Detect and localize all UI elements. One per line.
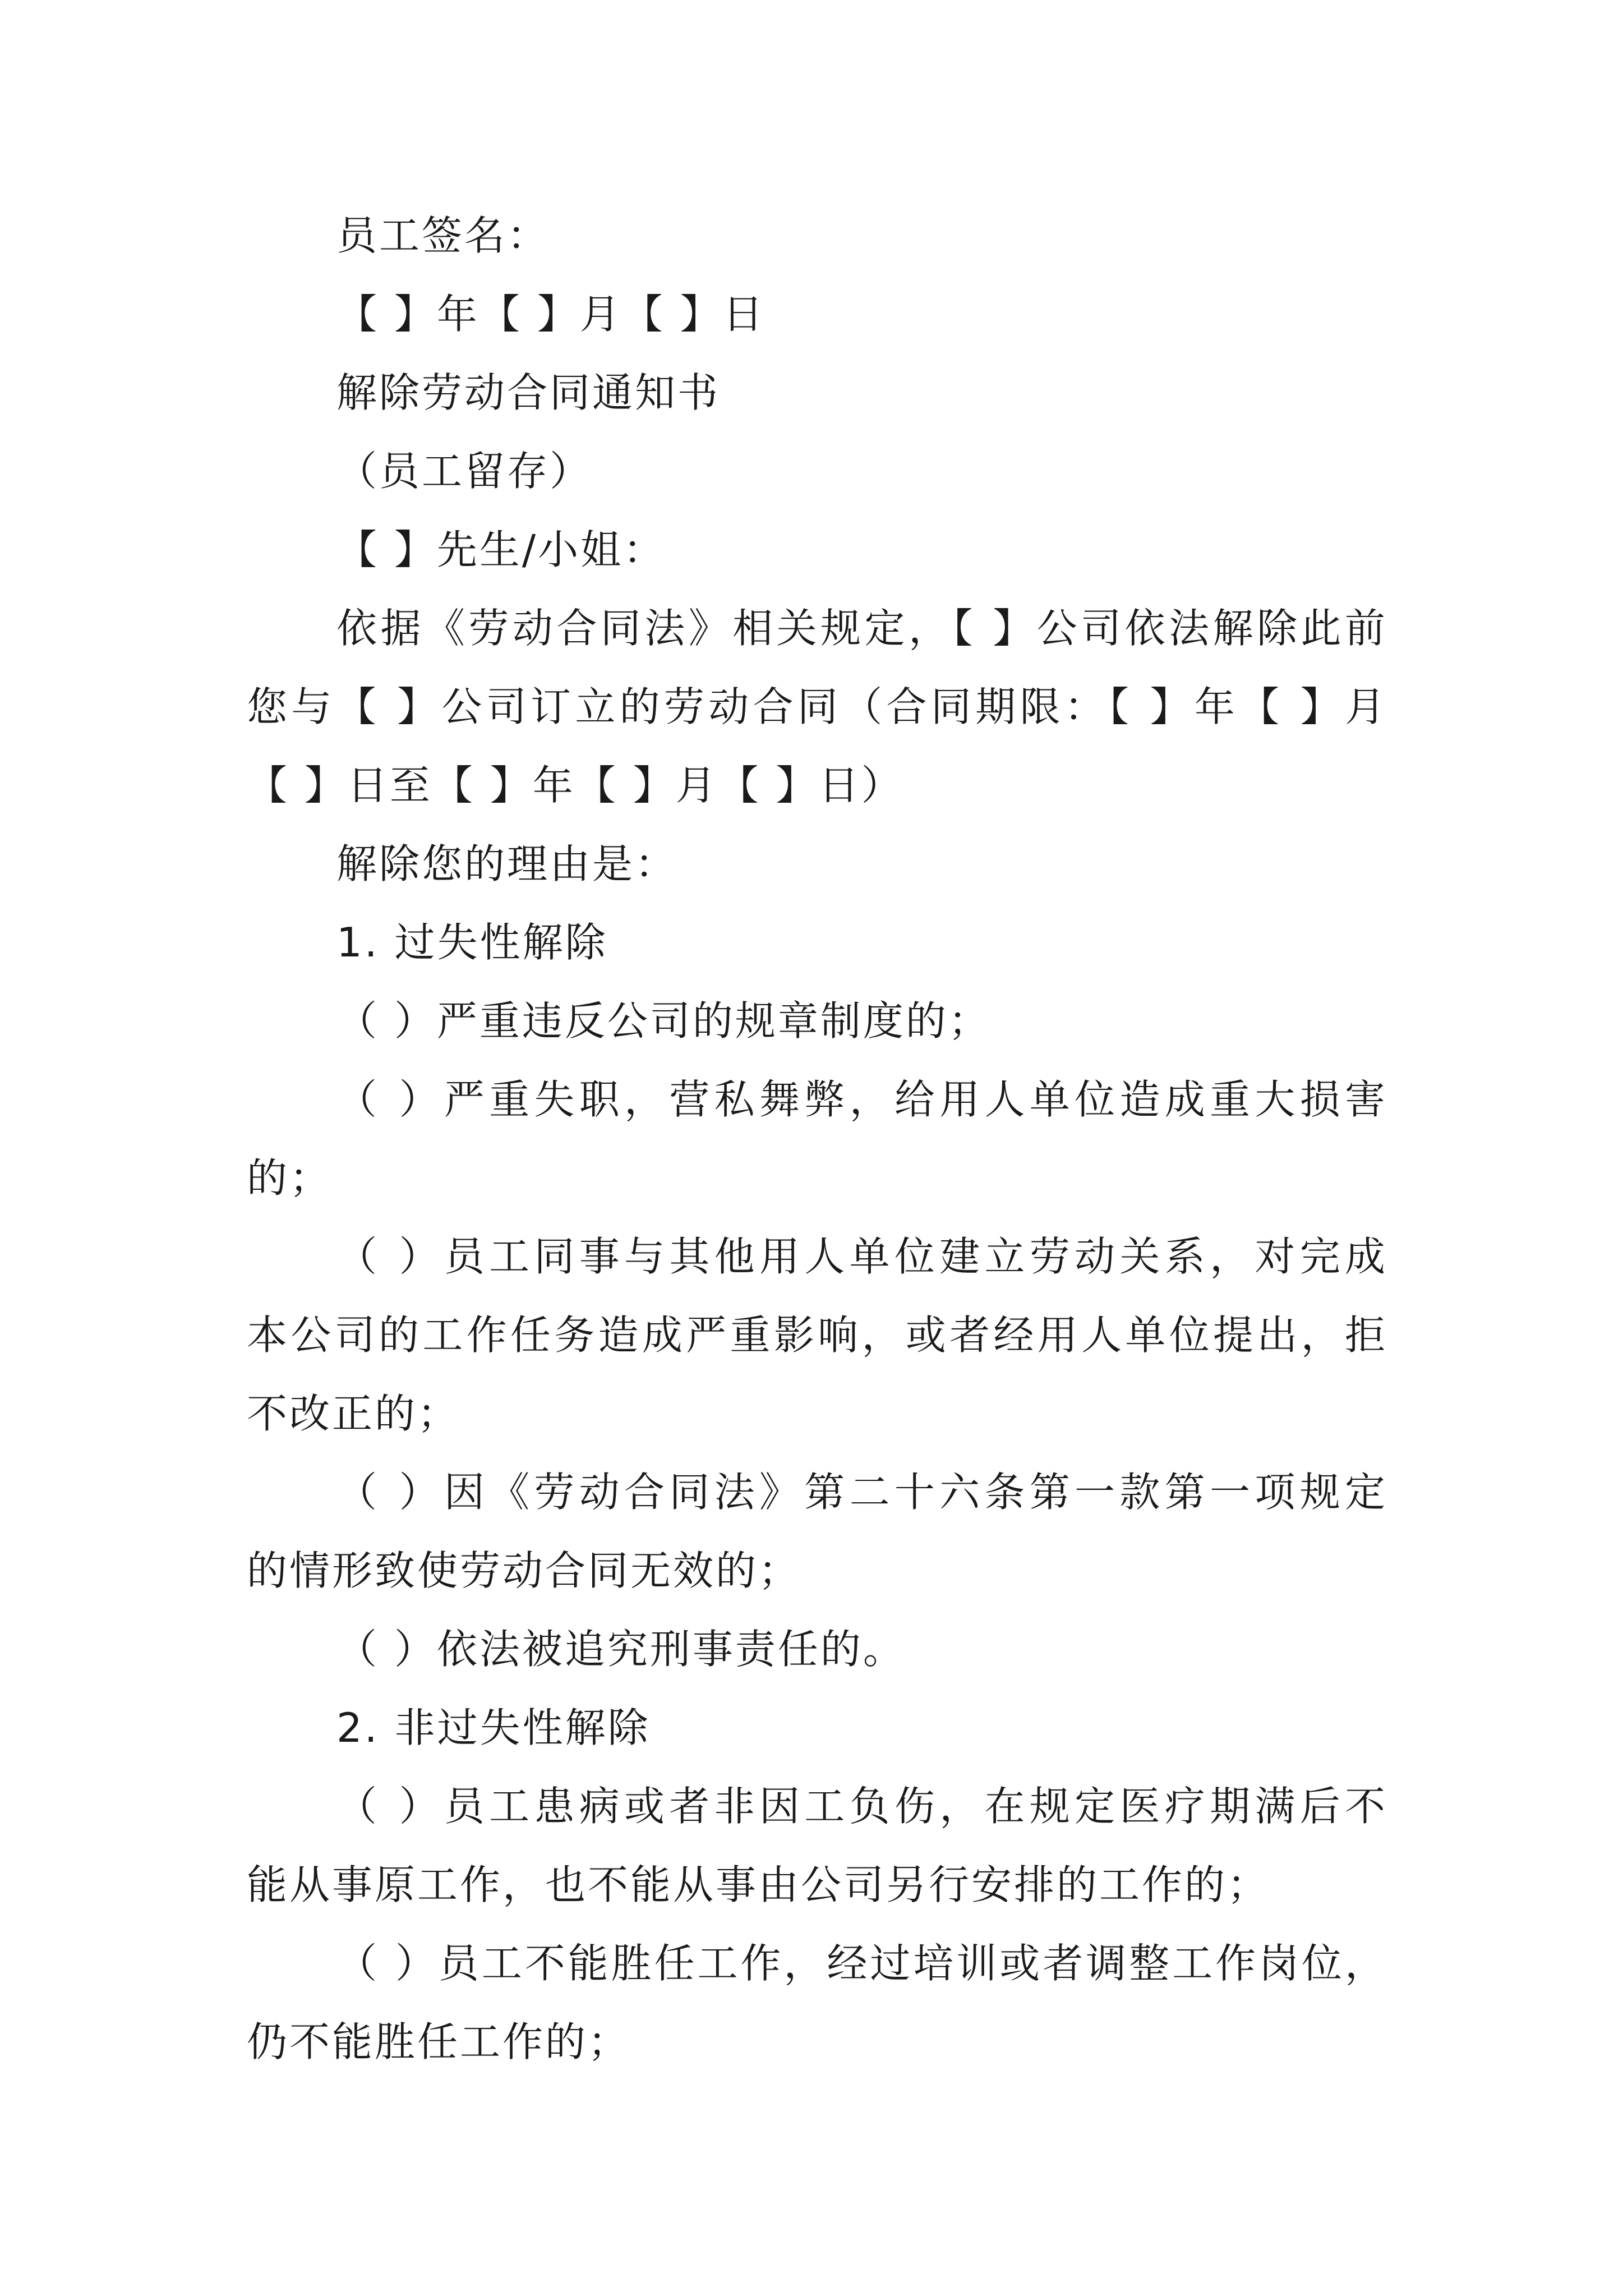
section2-item-1-line-2: 能从事原工作，也不能从事由公司另行安排的工作的； — [247, 1861, 1270, 1908]
section1-item-3-line-2: 本公司的工作任务造成严重影响，或者经用人单位提出，拒 — [247, 1312, 1385, 1359]
salutation: 【 】先生/小姐： — [336, 526, 666, 573]
section1-item-4-line-1: （ ）因《劳动合同法》第二十六条第一款第一项规定 — [336, 1469, 1385, 1516]
reason-heading: 解除您的理由是： — [336, 840, 678, 887]
section1-item-3-line-3: 不改正的； — [247, 1390, 460, 1437]
document-title: 解除劳动合同通知书 — [336, 369, 721, 416]
intro-line-1: 依据《劳动合同法》相关规定，【 】公司依法解除此前 — [336, 605, 1385, 652]
intro-line-3: 【 】日至【 】年【 】月【 】日） — [247, 762, 904, 809]
section1-item-2-line-2: 的； — [247, 1154, 333, 1202]
section2-heading: 2. 非过失性解除 — [336, 1704, 651, 1751]
intro-line-2: 您与【 】公司订立的劳动合同（合同期限：【 】年【 】月 — [247, 683, 1385, 730]
section1-item-5: （ ）依法被追究刑事责任的。 — [336, 1626, 906, 1673]
section1-heading: 1. 过失性解除 — [336, 919, 608, 966]
signature-line: 员工签名： — [336, 212, 550, 259]
section1-item-2-line-1: （ ）严重失职，营私舞弊，给用人单位造成重大损害 — [336, 1076, 1385, 1123]
copy-type: （员工留存） — [336, 448, 593, 495]
section2-item-2-line-1: （ ）员工不能胜任工作，经过培训或者调整工作岗位， — [336, 1940, 1385, 1987]
section2-item-1-line-1: （ ）员工患病或者非因工负伤，在规定医疗期满后不 — [336, 1783, 1385, 1830]
section2-item-2-line-2: 仍不能胜任工作的； — [247, 2018, 631, 2065]
section1-item-1: （ ）严重违反公司的规章制度的； — [336, 997, 991, 1045]
date-line: 【 】年【 】月【 】日 — [336, 291, 766, 338]
section1-item-3-line-1: （ ）员工同事与其他用人单位建立劳动关系，对完成 — [336, 1233, 1385, 1280]
section1-item-4-line-2: 的情形致使劳动合同无效的； — [247, 1547, 801, 1594]
